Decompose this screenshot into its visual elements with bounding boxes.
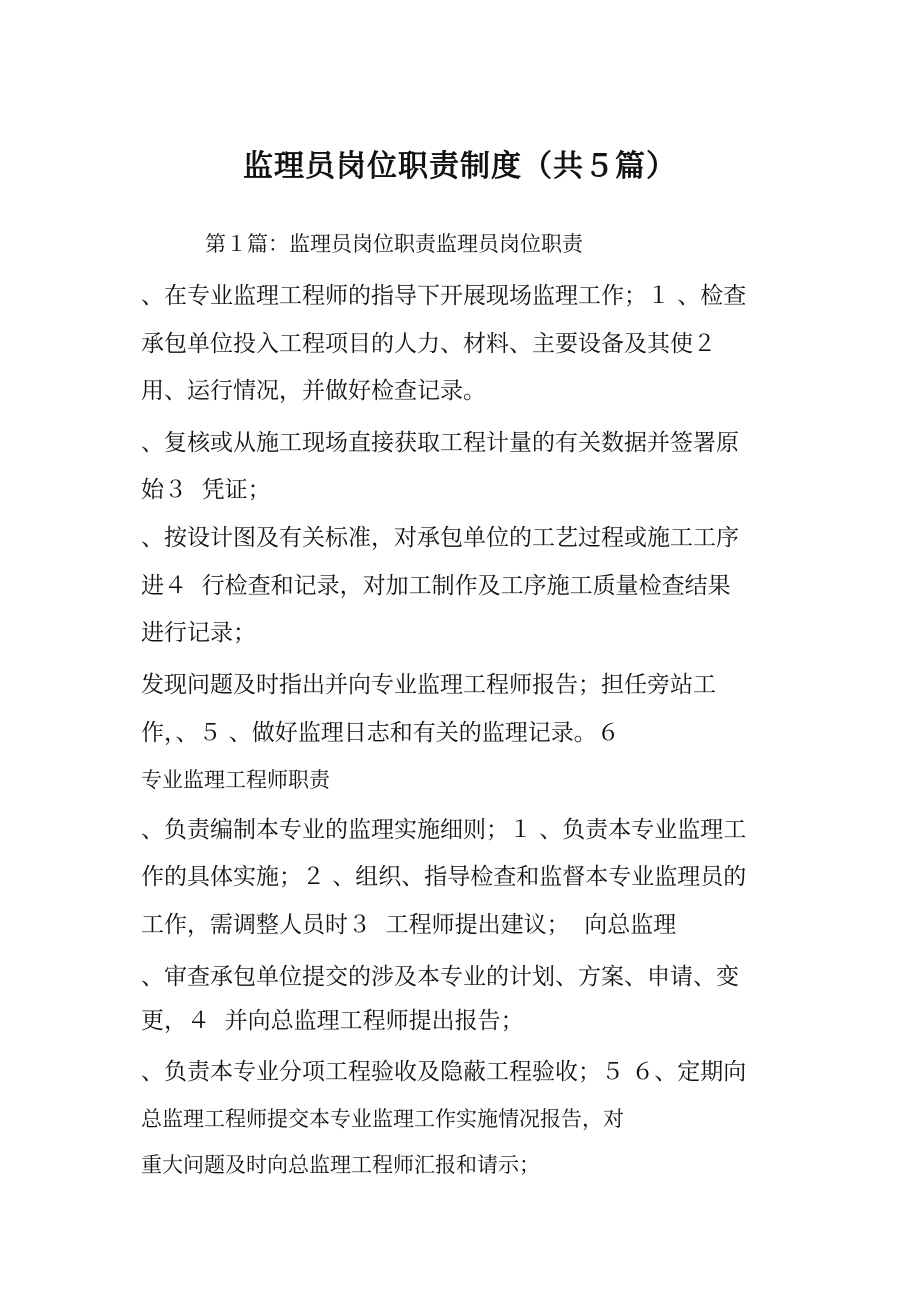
document-title: 监理员岗位职责制度（共５篇）	[243, 149, 677, 184]
text-line: 承包单位投入工程项目的人力、材料、主要设备及其使２	[141, 331, 716, 357]
text-line: 、负责编制本专业的监理实施细则；１ 、负责本专业监理工	[141, 817, 747, 843]
section-heading: 第１篇：监理员岗位职责监理员岗位职责	[205, 232, 583, 256]
text-line: 始３ 凭证；	[141, 477, 271, 503]
text-line: 工作，需调整人员时３ 工程师提出建议； 向总监理	[141, 912, 677, 938]
text-line: 发现问题及时指出并向专业监理工程师报告；担任旁站工	[141, 672, 716, 698]
text-line: 重大问题及时向总监理工程师汇报和请示；	[141, 1153, 540, 1177]
text-line: 、在专业监理工程师的指导下开展现场监理工作；１ 、检查	[141, 283, 747, 309]
text-line: 作的具体实施；２ 、组织、指导检查和监督本专业监理员的	[141, 864, 747, 890]
text-line: 进行记录；	[141, 620, 256, 646]
text-line: 、按设计图及有关标准，对承包单位的工艺过程或施工工序	[141, 525, 739, 551]
text-line: 、复核或从施工现场直接获取工程计量的有关数据并签署原	[141, 430, 739, 456]
section-heading: 专业监理工程师职责	[141, 768, 330, 792]
text-line: 用、运行情况，并做好检查记录。	[141, 378, 486, 404]
text-line: 作，、５ 、做好监理日志和有关的监理记录。６	[141, 720, 620, 746]
text-line: 进４ 行检查和记录，对加工制作及工序施工质量检查结果	[141, 573, 731, 599]
text-line: 、审查承包单位提交的涉及本专业的计划、方案、申请、变	[141, 964, 739, 990]
text-line: 、负责本专业分项工程验收及隐蔽工程验收；５ ６、定期向	[141, 1059, 747, 1085]
text-line: 更，４ 并向总监理工程师提出报告；	[141, 1008, 524, 1034]
text-line: 总监理工程师提交本专业监理工作实施情况报告，对	[141, 1107, 624, 1131]
